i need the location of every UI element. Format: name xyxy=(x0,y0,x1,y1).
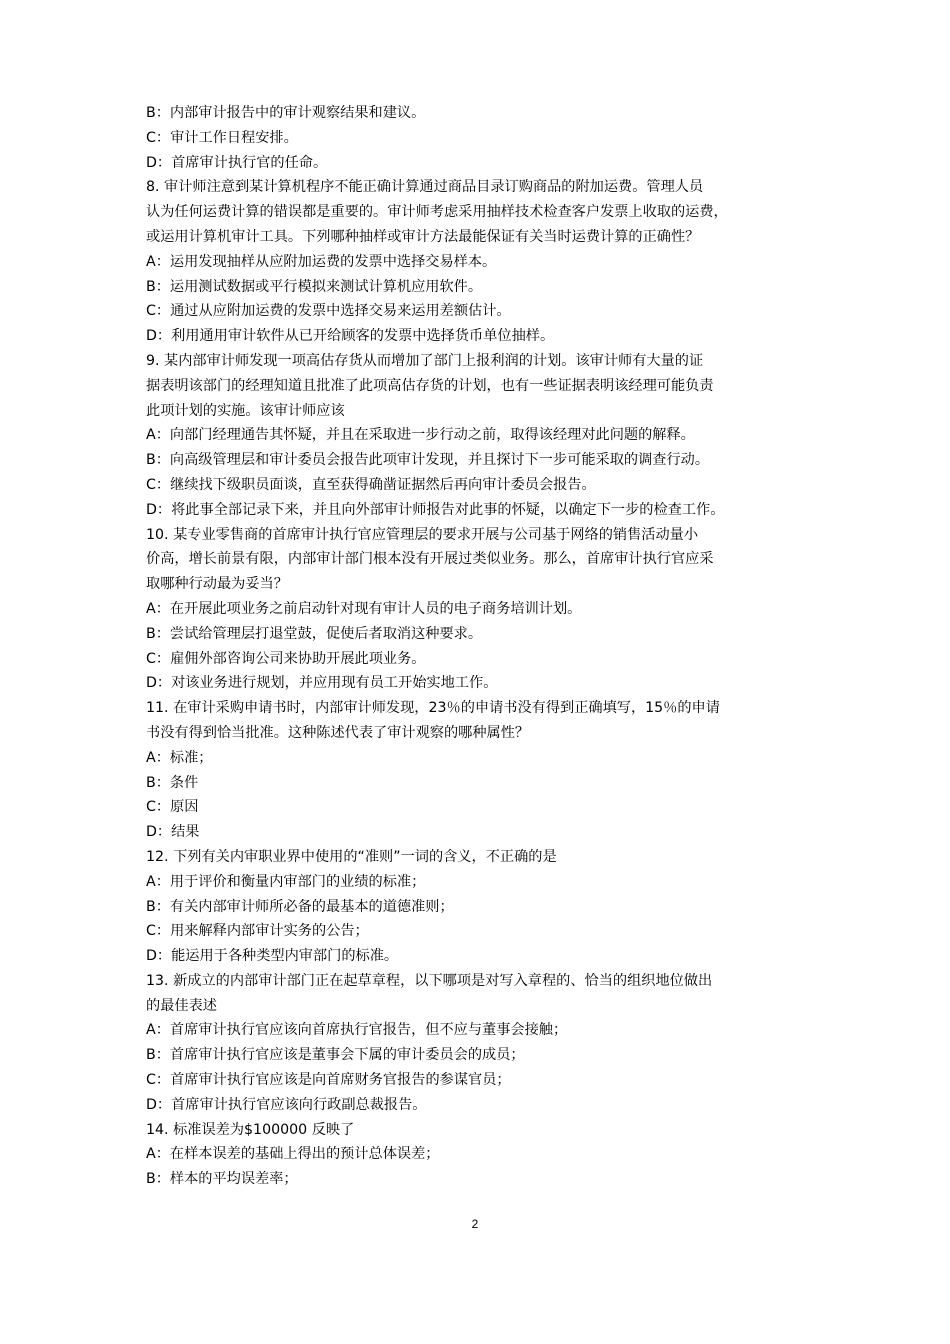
text-line: C：原因 xyxy=(146,799,199,816)
text-line: 9. 某内部审计师发现一项高估存货从而增加了部门上报利润的计划。该审计师有大量的证 xyxy=(146,352,704,369)
page-body-text xyxy=(146,101,818,1192)
text-line: 8. 审计师注意到某计算机程序不能正确计算通过商品目录订购商品的附加运费。管理人员 xyxy=(146,179,704,196)
text-line: D：能运用于各种类型内审部门的标准。 xyxy=(146,948,399,965)
text-line: C：用来解释内部审计实务的公告； xyxy=(146,923,369,940)
text-line: D：结果 xyxy=(146,824,200,841)
text-line: A：首席审计执行官应该向首席执行官报告，但不应与董事会接触； xyxy=(146,1022,568,1039)
text-line: B：样本的平均误差率； xyxy=(146,1171,298,1188)
text-line: C：首席审计执行官应该是向首席财务官报告的参谋官员； xyxy=(146,1072,511,1089)
text-line: A：标准； xyxy=(146,749,213,766)
text-line: C：雇佣外部咨询公司来协助开展此项业务。 xyxy=(146,650,426,667)
text-line: 14. 标准误差为$100000 反映了 xyxy=(146,1121,355,1138)
text-line: 据表明该部门的经理知道且批准了此项高估存货的计划，也有一些证据表明该经理可能负责 xyxy=(146,377,714,394)
text-line: 或运用计算机审计工具。下列哪种抽样或审计方法最能保证有关当时运费计算的正确性？ xyxy=(146,228,700,245)
text-line: A：向部门经理通告其怀疑，并且在采取进一步行动之前，取得该经理对此问题的解释。 xyxy=(146,427,695,444)
text-line: C：继续找下级职员面谈，直至获得确凿证据然后再向审计委员会报告。 xyxy=(146,476,596,493)
page-number: 2 xyxy=(471,1217,479,1231)
text-line: 书没有得到恰当批准。这种陈述代表了审计观察的哪种属性？ xyxy=(146,724,530,741)
text-line: B：向高级管理层和审计委员会报告此项审计发现，并且探讨下一步可能采取的调查行动。 xyxy=(146,452,710,469)
text-line: C：审计工作日程安排。 xyxy=(146,129,298,146)
text-line: A：在样本误差的基础上得出的预计总体误差； xyxy=(146,1146,440,1163)
text-line: B：内部审计报告中的审计观察结果和建议。 xyxy=(146,105,426,121)
text-line: A：运用发现抽样从应附加运费的发票中选择交易样本。 xyxy=(146,253,497,270)
text-line: 认为任何运费计算的错误都是重要的。审计师考虑采用抽样技术检查客户发票上收取的运费， xyxy=(146,204,728,221)
text-line: A：在开展此项业务之前启动针对现有审计人员的电子商务培训计划。 xyxy=(146,600,582,617)
text-line: 的最佳表述 xyxy=(146,997,217,1014)
text-line: 此项计划的实施。该审计师应该 xyxy=(146,402,345,419)
text-line: 13. 新成立的内部审计部门正在起草章程，以下哪项是对写入章程的、恰当的组织地位做出 xyxy=(146,972,713,989)
text-line: D：将此事全部记录下来，并且向外部审计师报告对此事的怀疑，以确定下一步的检查工作。 xyxy=(146,501,725,518)
text-line: D：对该业务进行规划，并应用现有员工开始实地工作。 xyxy=(146,675,498,692)
text-line: 11. 在审计采购申请书时，内部审计师发现，23％的申请书没有得到正确填写，15％的申请 xyxy=(146,700,720,717)
text-line: 取哪种行动最为妥当？ xyxy=(146,576,288,593)
text-line: B：尝试给管理层打退堂鼓，促使后者取消这种要求。 xyxy=(146,625,483,642)
text-line: B：首席审计执行官应该是董事会下属的审计委员会的成员； xyxy=(146,1047,525,1064)
text-line: A：用于评价和衡量内审部门的业绩的标准； xyxy=(146,873,426,890)
text-line: D：利用通用审计软件从已开给顾客的发票中选择货币单位抽样。 xyxy=(146,328,555,345)
text-line: C：通过从应附加运费的发票中选择交易来运用差额估计。 xyxy=(146,303,511,320)
text-line: 12. 下列有关内审职业界中使用的“准则”一词的含义，不正确的是 xyxy=(146,848,557,865)
text-line: B：运用测试数据或平行模拟来测试计算机应用软件。 xyxy=(146,278,483,295)
text-line: D：首席审计执行官的任命。 xyxy=(146,154,328,171)
text-line: B：有关内部审计师所必备的最基本的道德准则； xyxy=(146,898,454,915)
text-line: 10. 某专业零售商的首席审计执行官应管理层的要求开展与公司基于网络的销售活动量小 xyxy=(146,526,699,543)
text-line: B：条件 xyxy=(146,774,199,791)
text-line: D：首席审计执行官应该向行政副总裁报告。 xyxy=(146,1096,427,1113)
text-line: 价高，增长前景有限，内部审计部门根本没有开展过类似业务。那么，首席审计执行官应采 xyxy=(146,551,714,568)
